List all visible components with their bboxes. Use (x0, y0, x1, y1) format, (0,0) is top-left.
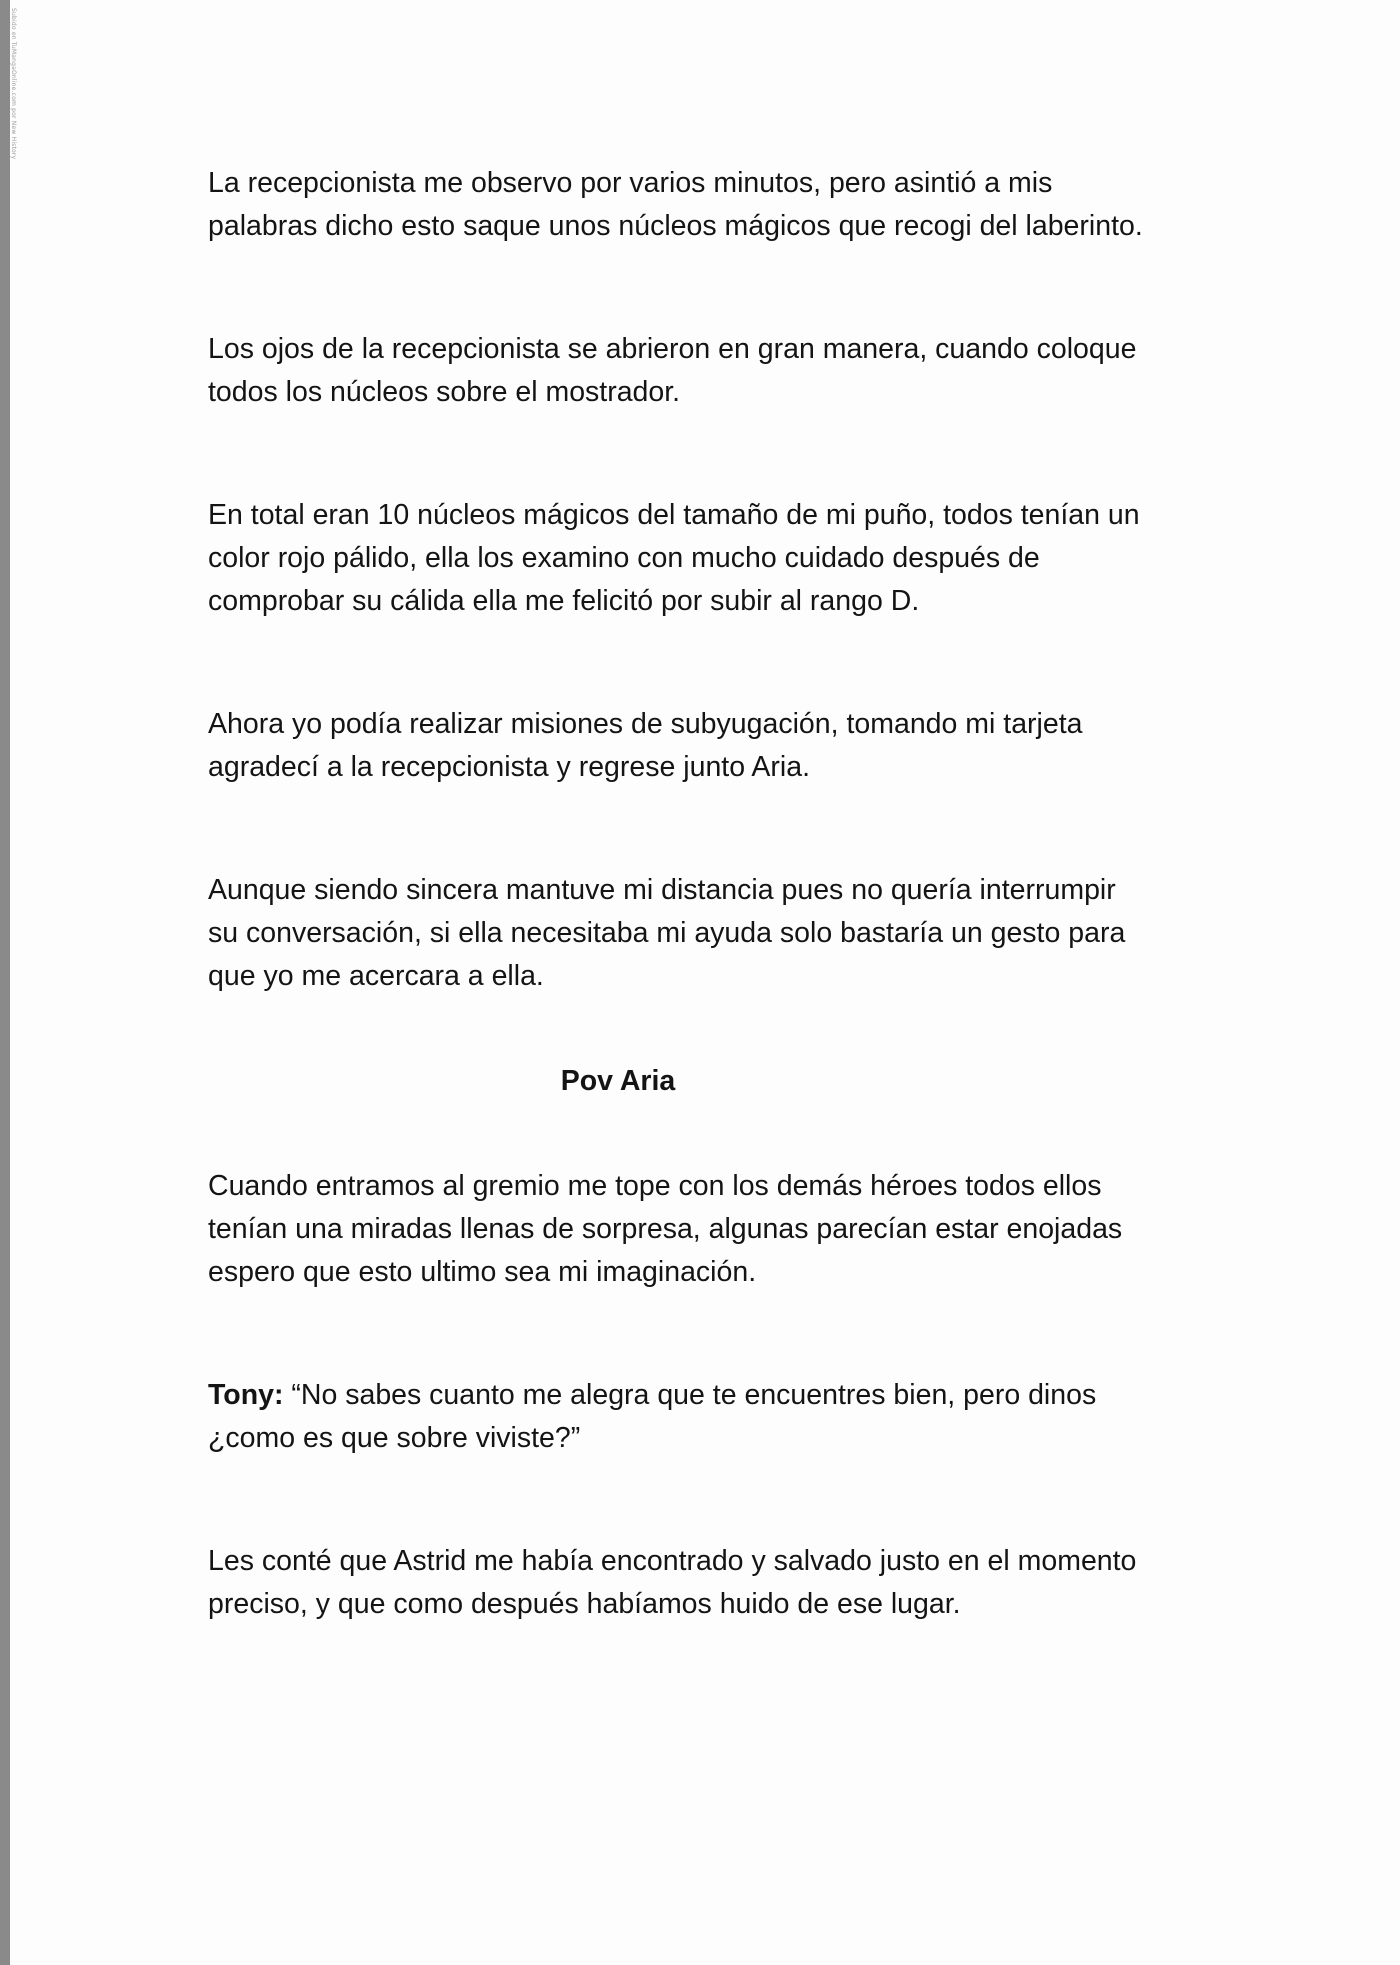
left-margin-bar (0, 0, 10, 1965)
paragraph-4: Ahora yo podía realizar misiones de subyugación, tomando mi tarjeta agradecí a la recepcionista y regrese junto Aria. (208, 708, 1083, 783)
document-page (208, 162, 1208, 1626)
dialogue-text: “No sabes cuanto me alegra que te encuentres bien, pero dinos ¿como es que sobre viviste?” (208, 1379, 1097, 1454)
section-heading: Pov Aria (560, 1065, 676, 1097)
paragraph-2: Los ojos de la recepcionista se abrieron en gran manera, cuando coloque todos los núcleos sobre el mostrador. (208, 333, 1137, 408)
paragraph-5: Aunque siendo sincera mantuve mi distancia pues no quería interrumpir su conversación, si ella necesitaba mi ayuda solo bastaría un gesto para que yo me acercara a ella. (208, 874, 1126, 992)
paragraph-8: Les conté que Astrid me había encontrado y salvado justo en el momento preciso, y que como después habíamos huido de ese lugar. (208, 1545, 1137, 1620)
upload-credit-note: Subido en TuMangaOnline.com por New History (10, 8, 17, 160)
speaker-name: Tony: (208, 1379, 284, 1411)
paragraph-3: En total eran 10 núcleos mágicos del tamaño de mi puño, todos tenían un color rojo pálido, ella los examino con mucho cuidado después de comprobar su cálida ella me felicitó por subir al rango D. (208, 499, 1140, 617)
paragraph-6: Cuando entramos al gremio me tope con los demás héroes todos ellos tenían una miradas llenas de sorpresa, algunas parecían estar enojadas espero que esto ultimo sea mi imaginación. (208, 1170, 1123, 1288)
paragraph-7-dialogue (208, 1374, 1208, 1460)
paragraph-1: La recepcionista me observo por varios minutos, pero asintió a mis palabras dicho esto saque unos núcleos mágicos que recogi del laberinto. (208, 167, 1143, 242)
